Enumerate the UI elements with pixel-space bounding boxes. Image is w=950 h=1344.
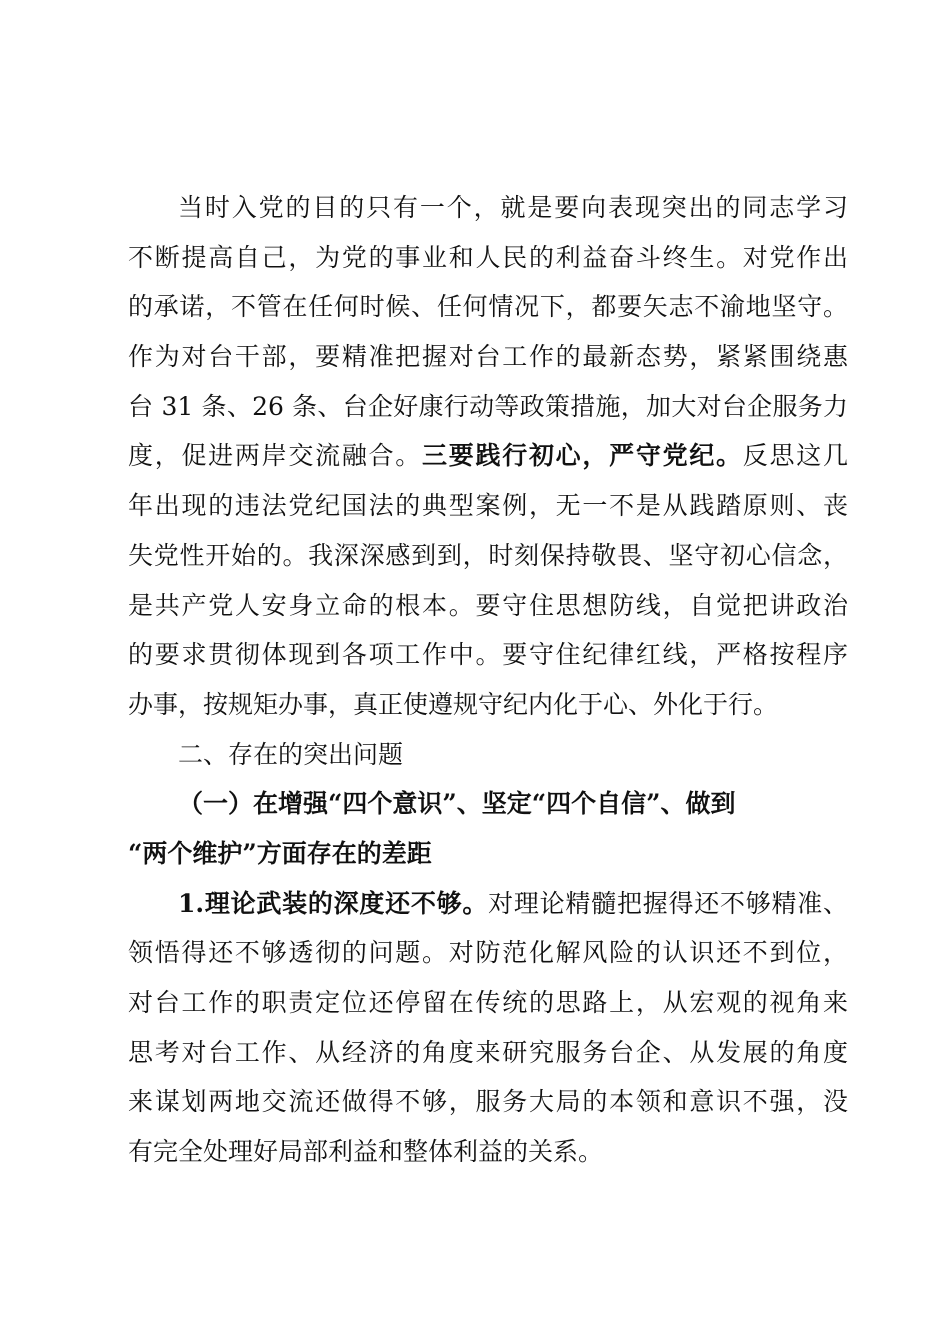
text-line: 年出现的违法党纪国法的典型案例，无一不是从践踏原则、丧 — [128, 491, 848, 521]
document-body — [128, 183, 848, 1177]
text-line: 有完全处理好局部利益和整体利益的关系。 — [128, 1137, 604, 1167]
subsection-heading-line: “两个维护”方面存在的差距 — [128, 838, 432, 868]
text-line: 是共产党人安身立命的根本。要守住思想防线，自觉把讲政治 — [128, 590, 848, 620]
text-line: 办事，按规矩办事，真正使遵规守纪内化于心、外化于行。 — [128, 689, 779, 719]
item-lead: 1.理论武装的深度还不够。 — [178, 888, 489, 918]
text-line-mixed — [128, 879, 848, 929]
text-line: 思考对台工作、从经济的角度来研究服务台企、从发展的角度 — [128, 1037, 848, 1067]
subsection-heading-line: （一）在增强“四个意识”、坚定“四个自信”、做到 — [178, 789, 736, 819]
section-heading: 二、存在的突出问题 — [178, 739, 404, 769]
text-line: 对台工作的职责定位还停留在传统的思路上，从宏观的视角来 — [128, 988, 848, 1017]
text-line: 的要求贯彻体现到各项工作中。要守住纪律红线，严格按程序 — [128, 640, 848, 670]
text-line: 领悟得还不够透彻的问题。对防范化解风险的认识还不到位， — [128, 938, 848, 968]
text-line: 的承诺，不管在任何时候、任何情况下，都要矢志不渝地坚守。 — [128, 292, 848, 322]
text-run: 度，促进两岸交流融合。 — [128, 441, 423, 471]
item-1-paragraph — [128, 879, 848, 1177]
paragraph-1 — [128, 183, 848, 730]
bold-key-point: 三要践行初心，严守党纪。 — [422, 441, 743, 471]
subsection-heading — [128, 779, 848, 878]
text-line-mixed — [128, 431, 848, 481]
text-run: 对理论精髓把握得还不够精准、 — [488, 888, 848, 918]
text-run: 反思这几 — [742, 441, 848, 471]
text-line: 失党性开始的。我深深感到到，时刻保持敬畏、坚守初心信念， — [128, 540, 848, 570]
text-line: 当时入党的目的只有一个，就是要向表现突出的同志学习 — [178, 193, 848, 222]
text-line: 作为对台干部，要精准把握对台工作的最新态势，紧紧围绕惠 — [128, 342, 848, 372]
text-line: 来谋划两地交流还做得不够，服务大局的本领和意识不强，没 — [128, 1087, 848, 1117]
text-line: 台 31 条、26 条、台企好康行动等政策措施，加大对台企服务力 — [128, 391, 848, 421]
text-line: 不断提高自己，为党的事业和人民的利益奋斗终生。对党作出 — [128, 242, 848, 272]
